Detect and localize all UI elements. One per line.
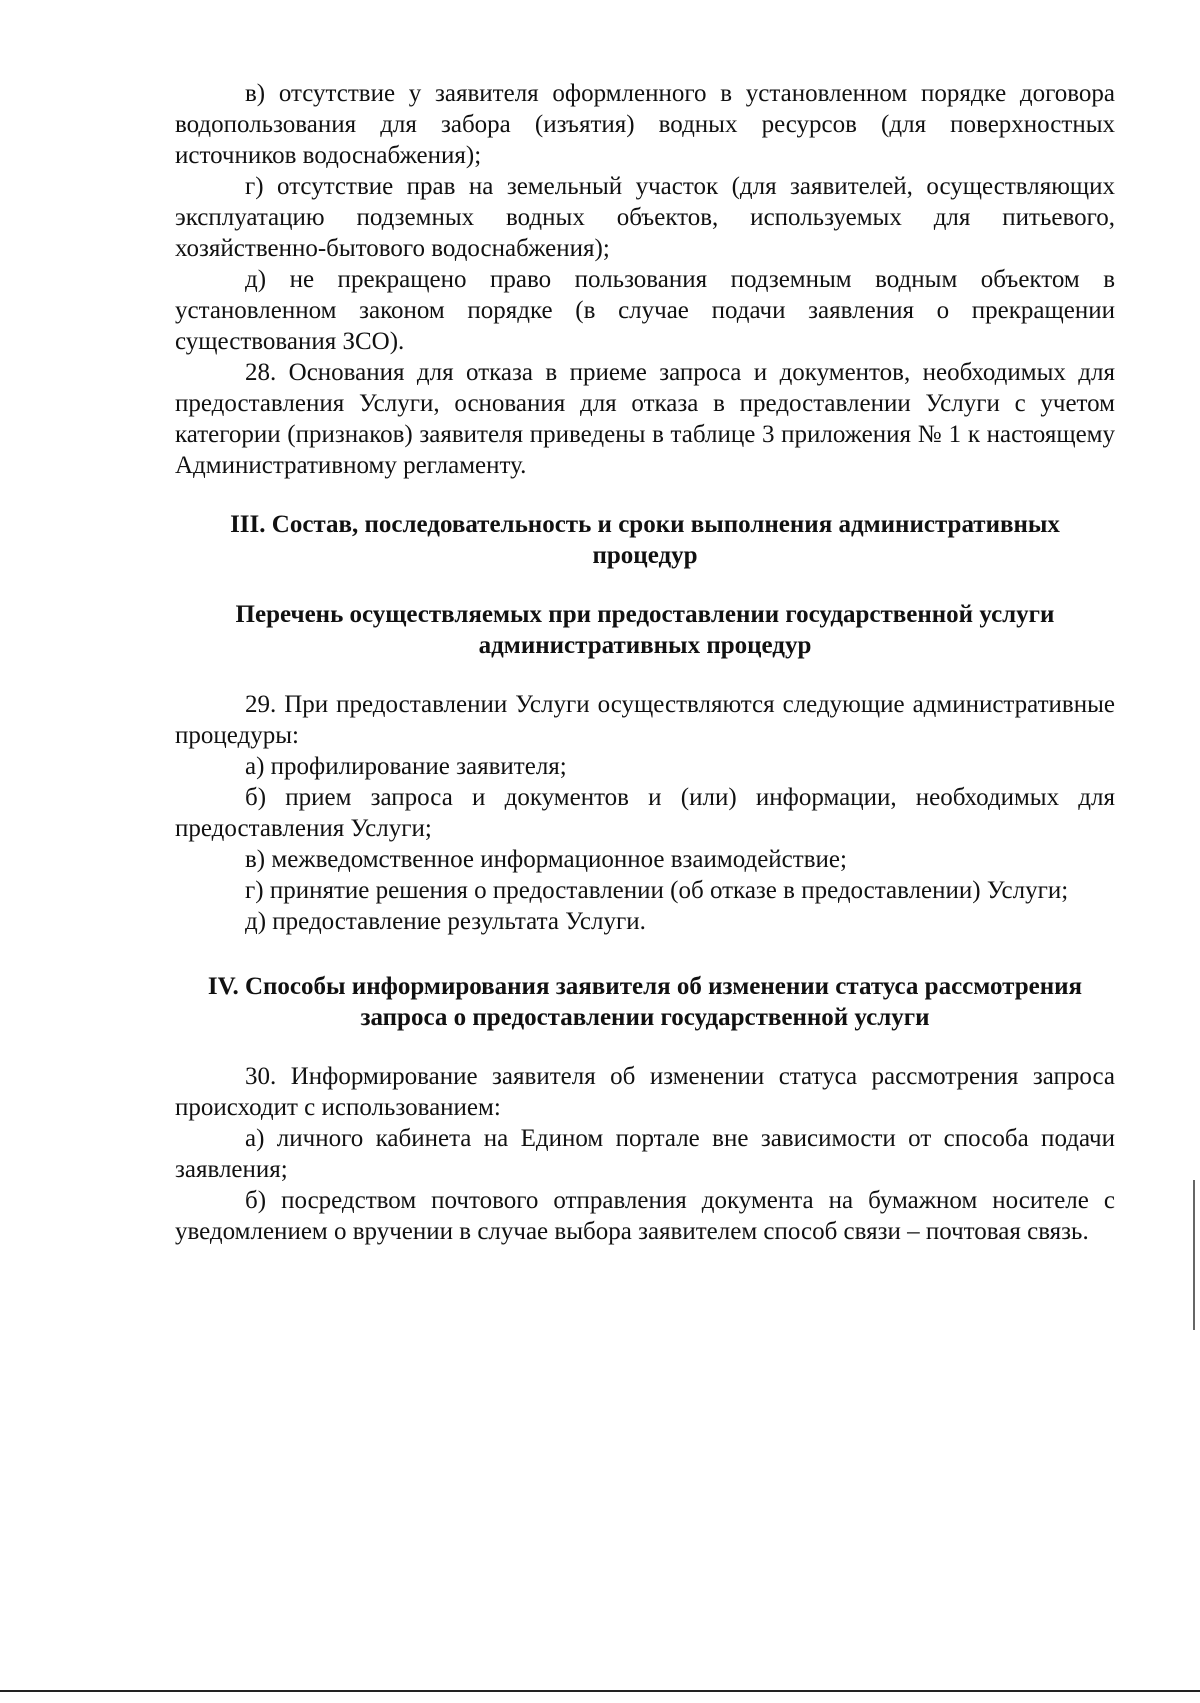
paragraph-29-b: б) прием запроса и документов и (или) информации, необходимых для предоставления Услуги; [175,784,1115,842]
paragraph-28: 28. Основания для отказа в приеме запроса и документов, необходимых для предоставления Услуги, основания для отказа в предоставлении Услуги с учетом категории (признаков) заявителя приведены в таблице 3 приложения № 1 к настоящему Административному регламенту. [175,359,1115,479]
paragraph-29-d: д) предоставление результата Услуги. [245,908,646,935]
document-content [175,78,1115,1247]
spacer [175,661,1115,689]
paragraph-29-a: а) профилирование заявителя; [245,753,567,780]
section-4-heading: IV. Способы информирования заявителя об изменении статуса рассмотрения запроса о предоставлении государственной услуги [207,973,1083,1031]
paragraph-30-a: а) личного кабинета на Едином портале вне зависимости от способа подачи заявления; [175,1125,1115,1183]
bottom-rule [0,1690,1200,1692]
scan-edge-mark [1193,1180,1195,1330]
paragraph-item-d: д) не прекращено право пользования подземным водным объектом в установленном законом порядке (в случае подачи заявления о прекращении существования ЗСО). [175,266,1115,355]
spacer [175,571,1115,599]
paragraph-29-g: г) принятие решения о предоставлении (об отказе в предоставлении) Услуги; [245,877,1069,904]
spacer [175,481,1115,509]
paragraph-29: 29. При предоставлении Услуги осуществляются следующие административные процедуры: [175,691,1115,749]
paragraph-29-v: в) межведомственное информационное взаимодействие; [245,846,847,873]
paragraph-30-b: б) посредством почтового отправления документа на бумажном носителе с уведомлением о вручении в случае выбора заявителем способ связи – почтовая связь. [175,1187,1115,1245]
paragraph-30: 30. Информирование заявителя об изменении статуса рассмотрения запроса происходит с использованием: [175,1063,1115,1121]
paragraph-item-v: в) отсутствие у заявителя оформленного в установленном порядке договора водопользования для забора (изъятия) водных ресурсов (для поверхностных источников водоснабжения); [175,80,1115,169]
paragraph-item-g: г) отсутствие прав на земельный участок (для заявителей, осуществляющих эксплуатацию подземных водных объектов, используемых для питьевого, хозяйственно-бытового водоснабжения); [175,173,1115,262]
spacer [175,937,1115,971]
section-3-subheading: Перечень осуществляемых при предоставлении государственной услуги административных процедур [235,601,1055,659]
section-3-heading: III. Состав, последовательность и сроки выполнения административных процедур [230,511,1060,569]
spacer [175,1033,1115,1061]
